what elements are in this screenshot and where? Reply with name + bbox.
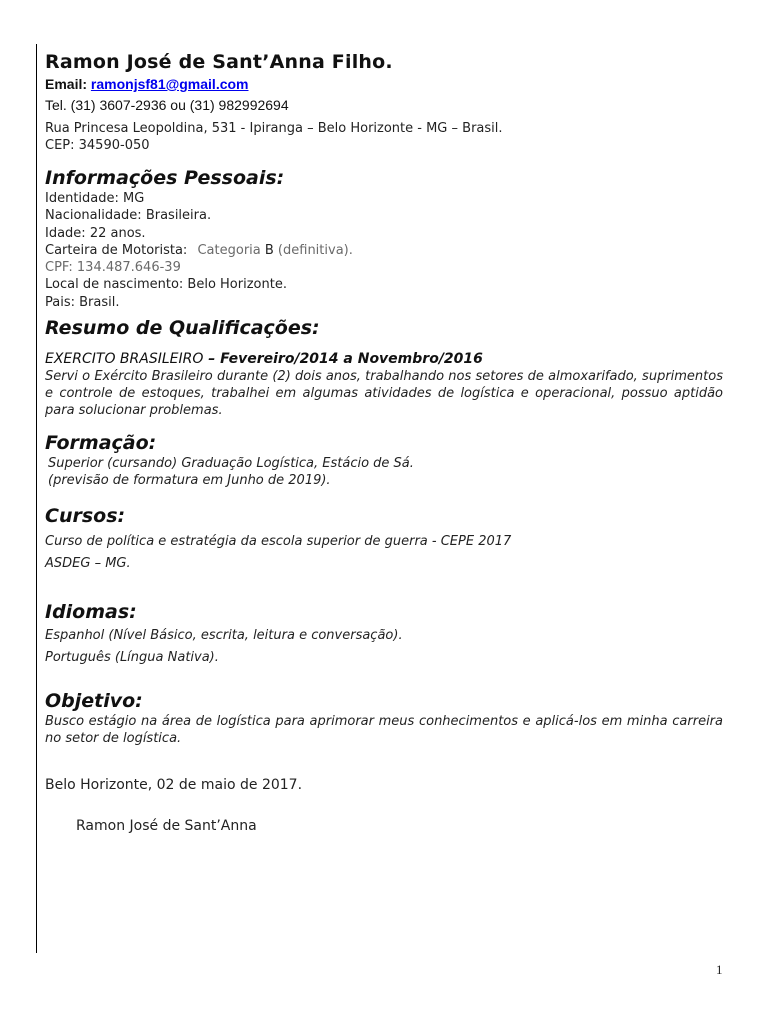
job-description: Servi o Exército Brasileiro durante (2) dois anos, trabalhando nos setores de almoxarifado, suprimentos e controle de estoques, trabalhei em algumas atividades de logística e operacional, possuo aptidão para solucionar problemas. (45, 369, 723, 419)
education-line-1: Superior (cursando) Graduação Logística, Estácio de Sá. (48, 456, 414, 472)
license-category: B (264, 242, 274, 258)
languages-line-1: Espanhol (Nível Básico, escrita, leitura e conversação). (45, 628, 403, 644)
courses-line-2: ASDEG – MG. (45, 556, 131, 572)
section-title-languages: Idiomas: (45, 601, 137, 624)
resume-content (45, 50, 723, 836)
section-title-education: Formação: (45, 432, 157, 455)
email-line (45, 75, 723, 93)
languages-line-2: Português (Língua Nativa). (45, 650, 219, 666)
objective-text: Busco estágio na área de logística para aprimorar meus conhecimentos e aplicá-los em minha carreira no setor de logística. (45, 714, 723, 747)
education-line-2: (previsão de formatura em Junho de 2019). (48, 473, 331, 489)
address-line: Rua Princesa Leopoldina, 531 - Ipiranga – Belo Horizonte - MG – Brasil. (45, 121, 503, 136)
section-title-qualifications: Resumo de Qualificações: (45, 317, 320, 340)
signature-name: Ramon José de Sant’Anna (76, 818, 257, 835)
resume-name: Ramon José de Sant’Anna Filho. (45, 51, 393, 73)
personal-country: Pais: Brasil. (45, 294, 120, 310)
personal-cpf: CPF: 134.487.646-39 (45, 260, 181, 276)
section-title-courses: Cursos: (45, 505, 126, 528)
personal-birthplace: Local de nascimento: Belo Horizonte. (45, 277, 287, 293)
cep-line: CEP: 34590-050 (45, 138, 150, 153)
license-pre: Categoria (197, 242, 265, 258)
email-label: Email: (45, 76, 88, 92)
page-number: 1 (716, 962, 723, 977)
personal-identity: Identidade: MG (45, 191, 145, 206)
job-org: EXERCITO BRASILEIRO (45, 351, 204, 368)
phone-line: Tel. (31) 3607-2936 ou (31) 982992694 (45, 97, 289, 113)
email-link[interactable]: ramonjsf81@gmail.com (90, 76, 249, 92)
section-title-personal: Informações Pessoais: (45, 167, 285, 189)
courses-line-1: Curso de política e estratégia da escola superior de guerra - CEPE 2017 (45, 534, 512, 550)
section-title-objective: Objetivo: (45, 690, 143, 713)
left-margin-rule (36, 44, 37, 953)
job-period: – Fevereiro/2014 a Novembro/2016 (203, 351, 483, 368)
personal-nationality: Nacionalidade: Brasileira. (45, 208, 212, 224)
license-post: (definitiva). (273, 242, 353, 258)
place-date: Belo Horizonte, 02 de maio de 2017. (45, 777, 303, 794)
personal-age: Idade: 22 anos. (45, 225, 146, 241)
license-label: Carteira de Motorista: (45, 242, 188, 258)
job-title (45, 350, 723, 368)
personal-license (45, 242, 723, 259)
